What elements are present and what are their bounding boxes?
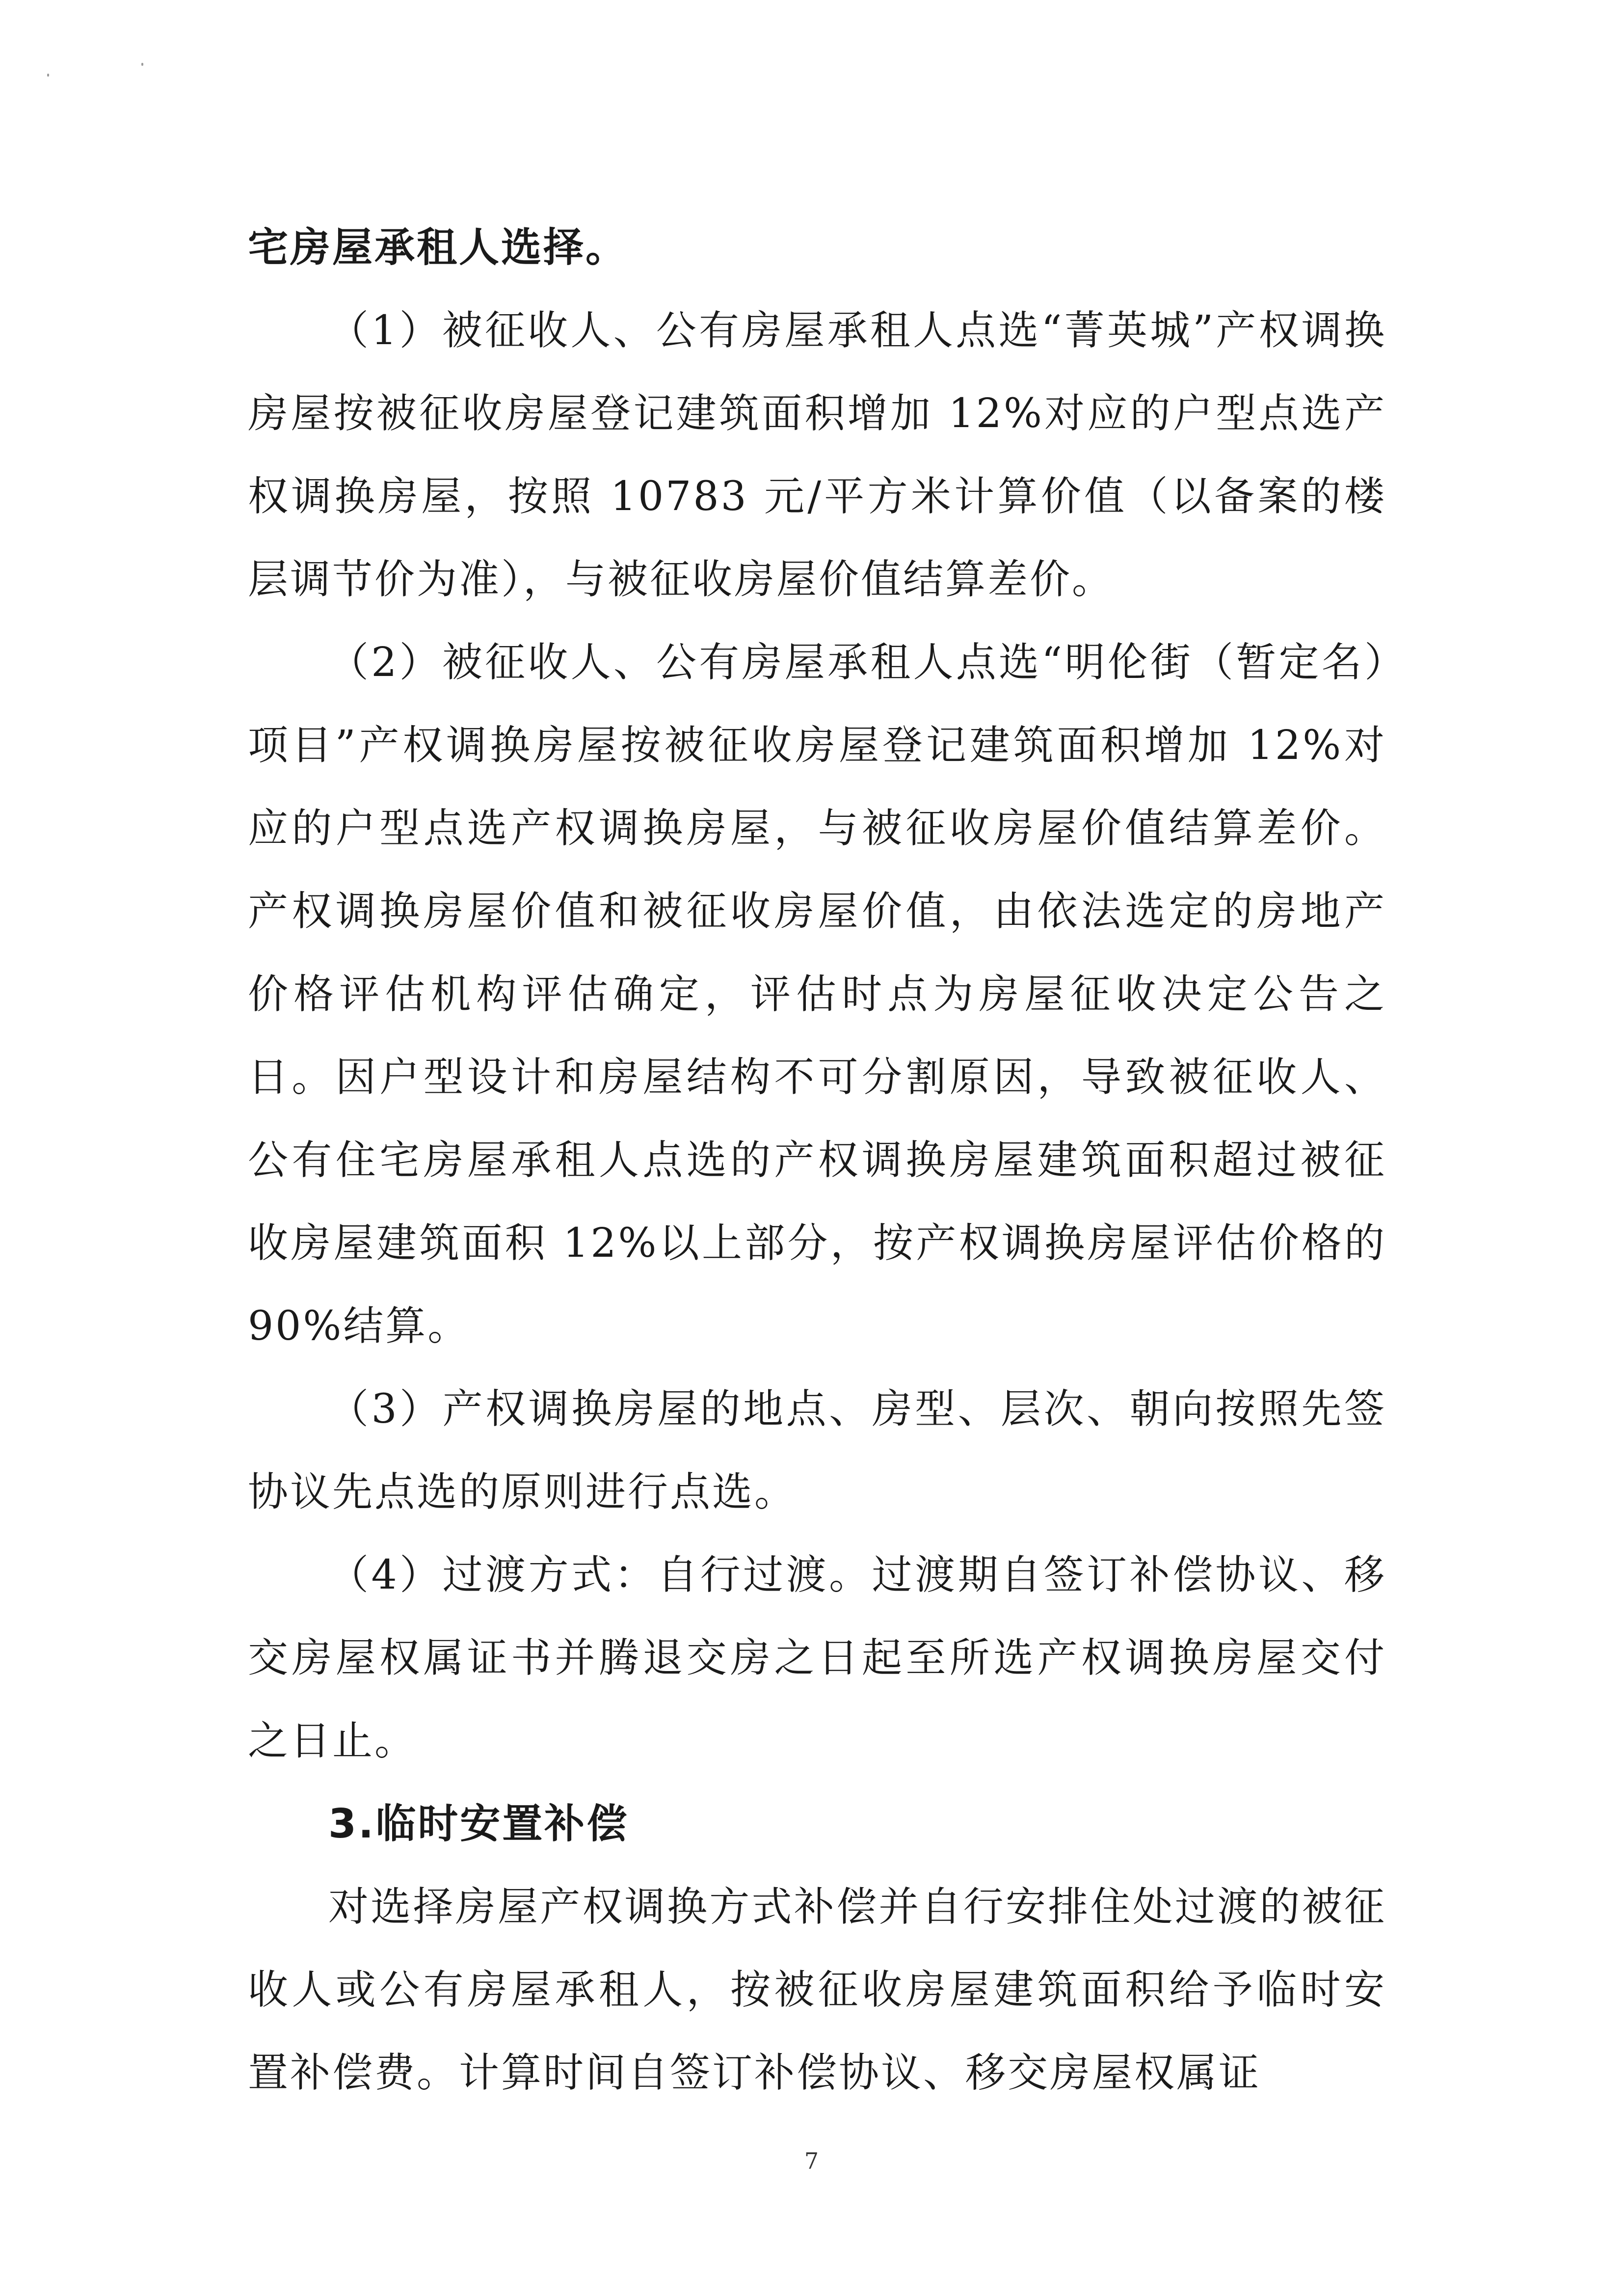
document-body — [248, 206, 1386, 2114]
paragraph-item-2: （2）被征收人、公有房屋承租人点选“明伦街（暂定名）项目”产权调换房屋按被征收房屋登记建筑面积增加 12%对应的户型点选产权调换房屋，与被征收房屋价值结算差价。产权调换房屋价值和被征收房屋价值，由依法选定的房地产价格评估机构评估确定，评估时点为房屋征收决定公告之日。因户型设计和房屋结构不可分割原因，导致被征收人、公有住宅房屋承租人点选的产权调换房屋建筑面积超过被征收房屋建筑面积 12%以上部分，按产权调换房屋评估价格的 90%结算。 — [248, 639, 1386, 1350]
section-paragraph: 对选择房屋产权调换方式补偿并自行安排住处过渡的被征收人或公有房屋承租人，按被征收房屋建筑面积给予临时安置补偿费。计算时间自签订补偿协议、移交房屋权属证 — [248, 1884, 1386, 2096]
scan-speck — [47, 74, 49, 77]
paragraph-item-4: （4）过渡方式：自行过渡。过渡期自签订补偿协议、移交房屋权属证书并腾退交房之日起至所选产权调换房屋交付之日止。 — [248, 1552, 1386, 1764]
paragraph-item-1: （1）被征收人、公有房屋承租人点选“菁英城”产权调换房屋按被征收房屋登记建筑面积增加 12%对应的户型点选产权调换房屋，按照 10783 元/平方米计算价值（以备案的楼层调节价为准），与被征收房屋价值结算差价。 — [248, 307, 1386, 603]
scan-speck — [141, 63, 143, 66]
section-heading: 3.临时安置补偿 — [328, 1801, 629, 1847]
paragraph-continuation: 宅房屋承租人选择。 — [248, 224, 628, 271]
page-number: 7 — [804, 2148, 819, 2174]
paragraph-item-3: （3）产权调换房屋的地点、房型、层次、朝向按照先签协议先点选的原则进行点选。 — [248, 1386, 1386, 1515]
